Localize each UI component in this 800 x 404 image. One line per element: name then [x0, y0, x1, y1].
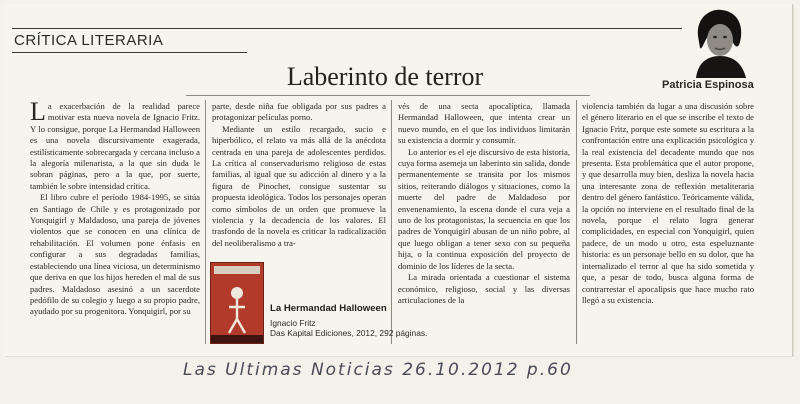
book-author: Ignacio Fritz — [270, 318, 316, 328]
book-cover-image — [210, 262, 264, 344]
drop-cap: L — [30, 97, 46, 126]
article-column-2 — [212, 101, 386, 249]
handwritten-source-note: Las Ultimas Noticias 26.10.2012 p.60 — [183, 360, 573, 380]
column-divider — [576, 100, 577, 344]
paragraph: violencia también da lugar a una discusión sobre el género literario en el que se inscribe el texto de Ignacio Fritz, porque este somete su escritura a la confrontación entre una explicación psicológica y la real existencia del decadente mundo que nos presenta. Esta problemática que el autor propone, y que desarrolla muy bien, desliza la novela hacia una interesante zona de reflexión metaliteraria dentro del género fantástico. Teóricamente válida, la opción no interviene en el resultado final de la novela, porque el relato logra generar complicidades, en especial con Yonquigirl, quien padece, de un modo u otro, esta espeluznante historia: es un personaje bello en su dolor, que ha internalizado el terror al que ha sido sometida y que, a pesar de todo, busca alguna forma de contrarrestar el apocalipsis que hace mucho rato llegó a su existencia. — [582, 101, 754, 305]
section-underline — [12, 52, 247, 53]
book-title: La Hermandad Halloween — [270, 303, 387, 314]
book-publisher: Das Kapital Ediciones, 2012, 292 páginas. — [270, 328, 428, 338]
author-portrait — [690, 6, 748, 78]
article-column-1 — [30, 97, 200, 318]
paragraph: El libro cubre el período 1984-1995, se sitúa en Santiago de Chile y es protagonizado por Yonquigirl y Maldadoso, una pareja de jóvenes violentos que se conocen en una clínica de rehabilitación. El volumen pone énfasis en configurar a sus degradadas familias, estableciendo una línea viciosa, un determinismo que deriva en que los hijos hereden el mal de sus padres. Maldadoso asesinó a un sacerdote pedófilo de su colegio y luego a su propio padre, ayudado por su progenitora. Yonquigirl, por su — [30, 192, 200, 317]
title-rule — [186, 95, 590, 96]
article-title: Laberinto de terror — [286, 62, 484, 91]
paragraph: parte, desde niña fue obligada por sus padres a protagonizar películas porno. — [212, 101, 386, 123]
book-details — [270, 318, 427, 338]
author-name: Patricia Espinosa — [662, 79, 754, 91]
paragraph: vés de una secta apocalíptica, llamada Hermandad Halloween, que intenta crear un nuevo mundo, en el que los individuos limitarán su existencia a dormir y consumir. — [398, 101, 570, 146]
paragraph: a exacerbación de la realidad parece motivar esta nueva novela de Ignacio Fritz. Y lo consigue, porque La Hermandad Halloween es una novela discursivamente exagerada, estilísticamente sobrecargada y cercana incluso a la alegoría milenarista, a la que sin duda le sobran páginas, pero a la que, por suerte, también le sobre intensidad crítica. — [30, 101, 200, 191]
paragraph: Lo anterior es el eje discursivo de esta historia, cuya forma asemeja un laberinto sin salida, donde permanentemente se transita por los mismos sitios, reiterando diálogos y situaciones, como la muerte del padre de Maldadoso por envenenamiento, la escena donde el cura veja a uno de los protagonistas, la secuencia en que los padres de Yonquigirl abusan de un niño pobre, al que luego obligan a tener sexo con su pequeña hija, o la continua exposición del proyecto de dominio de los líderes de la secta. — [398, 146, 570, 271]
column-divider — [391, 100, 392, 344]
section-label: CRÍTICA LITERARIA — [14, 32, 164, 49]
article-column-3 — [398, 101, 570, 306]
paragraph: La mirada orientada a cuestionar el sistema económico, religioso, social y las diversas articulaciones de la — [398, 272, 570, 305]
article-column-4 — [582, 101, 754, 306]
column-divider — [205, 100, 206, 344]
paragraph: Mediante un estilo recargado, sucio e hiperbólico, el relato va más allá de la anécdota centrada en una pareja de adolescentes perdidos. La crítica al conservadurismo religioso de estas familias, al igual que su adicción al dinero y a la figura de Pinochet, consigue sustentar su propuesta ideológica. Todos los personajes operan como símbolos de un orden que promueve la violencia y la decadencia de los valores. El trasfondo de la novela es criticar la radicalización del neoliberalismo a tra- — [212, 123, 386, 248]
